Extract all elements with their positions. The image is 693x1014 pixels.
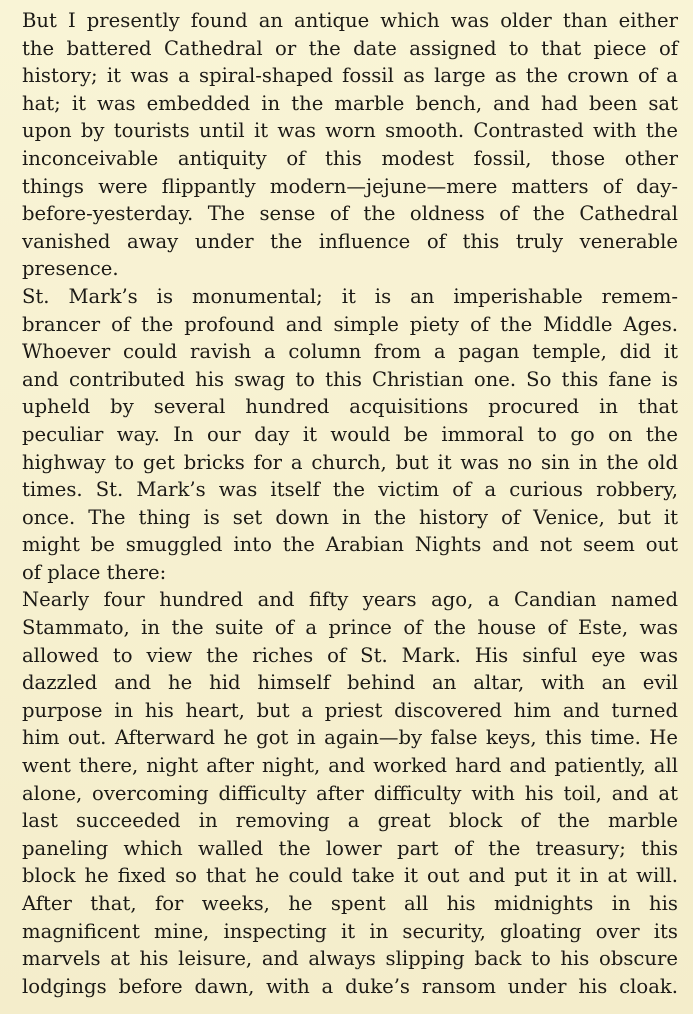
text-line: marvels at his leisure, and always slipping back to his obscure xyxy=(22,947,678,971)
text-line: paneling which walled the lower part of the treasury; this xyxy=(22,836,678,860)
text-line: After that, for weeks, he spent all his midnights in his xyxy=(22,892,678,915)
text-line: dazzled and he hid himself behind an altar, with an evil xyxy=(22,671,678,695)
text-line: upon by tourists until it was worn smooth. Contrasted with the xyxy=(22,119,678,143)
text-line: once. The thing is set down in the history of Venice, but it xyxy=(22,505,678,529)
text-line: St. Mark’s is monumental; it is an imperishable remem- xyxy=(22,284,678,308)
text-line: magnificent mine, inspecting it in security, gloating over its xyxy=(22,919,678,943)
text-line: last succeeded in removing a great block of the marble xyxy=(22,809,678,833)
text-line: allowed to view the riches of St. Mark. His sinful eye was xyxy=(22,643,678,667)
text-line: hat; it was embedded in the marble bench, and had been sat xyxy=(22,91,678,115)
text-line: block he fixed so that he could take it out and put it in at will. xyxy=(22,864,678,888)
text-line: might be smuggled into the Arabian Nights and not seem out xyxy=(22,533,678,557)
paragraph-st-marks xyxy=(22,283,678,587)
text-line: Stammato, in the suite of a prince of the house of Este, was xyxy=(22,616,678,640)
text-line: inconceivable antiquity of this modest fossil, those other xyxy=(22,146,678,170)
text-line: before-yesterday. The sense of the oldness of the Cathedral xyxy=(22,202,678,226)
text-line: of place there: xyxy=(22,560,167,584)
text-line: highway to get bricks for a church, but it was no sin in the old xyxy=(22,450,678,474)
text-line: But I presently found an antique which was older than either xyxy=(22,9,678,32)
text-line: the battered Cathedral or the date assigned to that piece of xyxy=(22,36,678,60)
text-line: times. St. Mark’s was itself the victim of a curious robbery, xyxy=(22,478,678,502)
paragraph-fossil xyxy=(22,7,678,283)
text-line: things were flippantly modern—jejune—mere matters of day- xyxy=(22,174,678,198)
text-line: went there, night after night, and worked hard and patiently, all xyxy=(22,754,678,778)
text-line: lodgings before dawn, with a duke’s ransom under his cloak. xyxy=(22,974,678,998)
text-line: purpose in his heart, but a priest discovered him and turned xyxy=(22,698,678,722)
text-line: upheld by several hundred acquisitions procured in that xyxy=(22,395,678,419)
text-line: him out. Afterward he got in again—by false keys, this time. He xyxy=(22,726,678,750)
text-line: history; it was a spiral-shaped fossil as large as the crown of a xyxy=(22,64,678,88)
text-line: brancer of the profound and simple piety of the Middle Ages. xyxy=(22,312,678,336)
paragraph-stammato xyxy=(22,586,678,1000)
text-line: peculiar way. In our day it would be immoral to go on the xyxy=(22,422,678,446)
text-line: presence. xyxy=(22,257,119,281)
text-line: Nearly four hundred and fifty years ago, a Candian named xyxy=(22,588,678,612)
text-line: alone, overcoming difficulty after difficulty with his toil, and at xyxy=(22,781,678,805)
text-line: vanished away under the influence of this truly venerable xyxy=(22,229,678,253)
text-line: Whoever could ravish a column from a pagan temple, did it xyxy=(22,340,678,364)
text-line: and contributed his swag to this Christian one. So this fane is xyxy=(22,367,678,391)
